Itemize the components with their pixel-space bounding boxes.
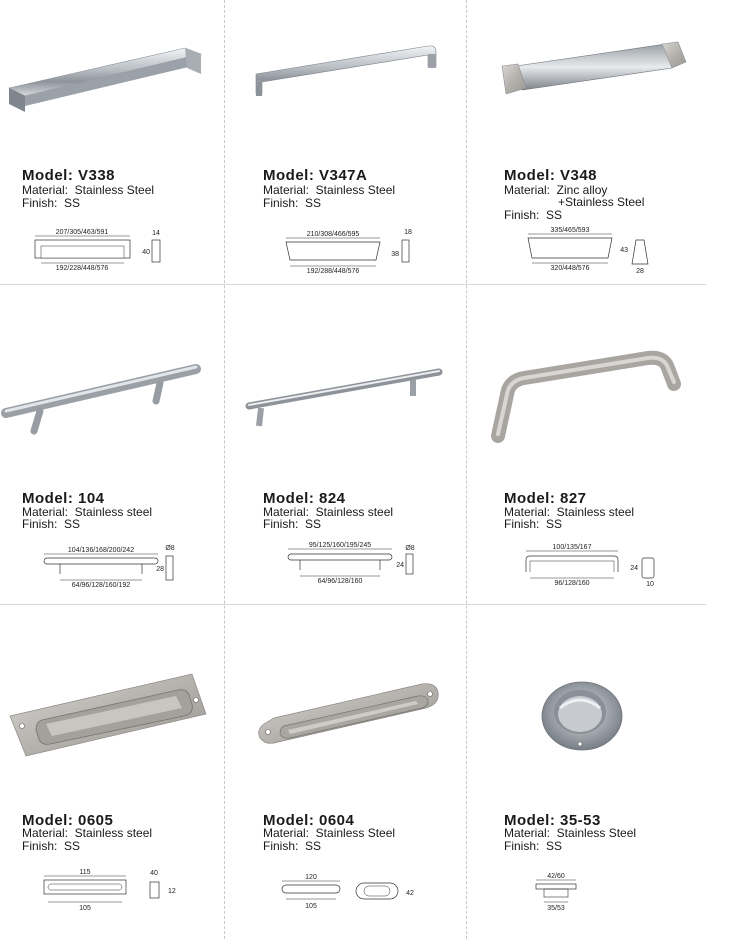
dim-bottom-label: 64/96/128/160 (317, 578, 363, 585)
dim-top-label: 210/308/466/595 (306, 231, 360, 238)
dim-top-label: 100/135/167 (552, 544, 592, 551)
dim-bottom-label: 192/228/448/576 (55, 265, 109, 272)
column-divider (224, 0, 225, 939)
dim-width-label: 18 (404, 229, 412, 236)
material-text: Material: Stainless Steel (22, 183, 155, 197)
dim-height-label: 12 (168, 888, 176, 895)
dim-bottom-label: 320/448/576 (550, 265, 590, 272)
handle-v338-image (5, 40, 205, 120)
dim-bottom-label: 96/128/160 (554, 580, 590, 587)
finish-text: Finish: SS (504, 517, 563, 531)
handle-827-image (488, 350, 693, 445)
model-name: Model: 0605 (22, 812, 114, 829)
dimension-drawing (282, 540, 427, 592)
dim-bottom-label: 192/288/448/576 (306, 268, 360, 275)
dimension-drawing (38, 540, 183, 592)
finish-text: Finish: SS (504, 839, 563, 853)
handle-v347a-image (250, 38, 445, 108)
dimension-drawing (530, 866, 590, 914)
finish-text: Finish: SS (22, 196, 81, 210)
dim-width-label: Ø8 (165, 545, 175, 552)
model-name: Model: 0604 (263, 812, 355, 829)
handle-104-image (0, 355, 205, 440)
material-text: Material: Stainless Steel (504, 826, 637, 840)
material-text: Material: Stainless steel (22, 826, 153, 840)
material-text: Material: Stainless steel (22, 505, 153, 519)
dim-height-label: 28 (156, 566, 164, 573)
handle-0605-image (6, 668, 211, 763)
finish-text: Finish: SS (22, 839, 81, 853)
dim-height-label: 24 (396, 562, 404, 569)
material-text: Material: Stainless steel (263, 505, 394, 519)
handle-35-53-image (538, 678, 628, 758)
finish-text: Finish: SS (263, 517, 322, 531)
dim-bottom-label: 35/53 (547, 905, 565, 912)
model-name: Model: V348 (504, 167, 598, 184)
dim-top-label: 42/60 (547, 873, 565, 880)
model-name: Model: 104 (22, 490, 105, 507)
dim-bottom-label: 105 (305, 903, 317, 910)
dim-top-label: 104/136/168/200/242 (67, 547, 135, 554)
dim-height-label: 24 (630, 565, 638, 572)
dim-width-label: 10 (646, 581, 654, 588)
dim-height-label: 38 (391, 251, 399, 258)
dim-width-label: 28 (636, 268, 644, 275)
dimension-drawing (38, 864, 188, 916)
row-divider (0, 284, 706, 285)
dim-top-label: 120 (305, 874, 317, 881)
material-text: Material: Zinc alloy (504, 183, 608, 197)
material-text: Material: Stainless steel (504, 505, 635, 519)
material-text-line2: +Stainless Steel (558, 195, 645, 209)
finish-text: Finish: SS (504, 208, 563, 222)
model-name: Model: 824 (263, 490, 346, 507)
dim-height-label: 40 (142, 249, 150, 256)
model-name: Model: V338 (22, 167, 116, 184)
dimension-drawing (30, 226, 180, 274)
dim-width-label: 40 (150, 870, 158, 877)
dim-top-label: 95/125/160/195/245 (308, 542, 372, 549)
model-name: Model: 35-53 (504, 812, 601, 829)
finish-text: Finish: SS (22, 517, 81, 531)
handle-824-image (243, 362, 448, 432)
dim-width-label: 14 (152, 230, 160, 237)
model-name: Model: 827 (504, 490, 587, 507)
dim-bottom-label: 105 (79, 905, 91, 912)
dimension-drawing (280, 226, 430, 276)
handle-v348-image (496, 38, 696, 108)
dim-width-label: Ø8 (405, 545, 415, 552)
dim-bottom-label: 64/96/128/160/192 (71, 582, 131, 589)
material-text: Material: Stainless Steel (263, 826, 396, 840)
handle-0604-image (250, 680, 445, 755)
dimension-drawing (520, 224, 670, 276)
dim-top-label: 335/465/593 (550, 227, 590, 234)
column-divider (466, 0, 467, 939)
finish-text: Finish: SS (263, 196, 322, 210)
dim-top-label: 207/305/463/591 (55, 229, 109, 236)
dim-top-label: 115 (79, 869, 91, 876)
finish-text: Finish: SS (263, 839, 322, 853)
dim-height-label: 43 (620, 247, 628, 254)
row-divider (0, 604, 706, 605)
dimension-drawing (520, 542, 670, 590)
material-text: Material: Stainless Steel (263, 183, 396, 197)
dimension-drawing (276, 872, 426, 916)
model-name: Model: V347A (263, 167, 368, 184)
dim-height-label: 42 (406, 890, 414, 897)
